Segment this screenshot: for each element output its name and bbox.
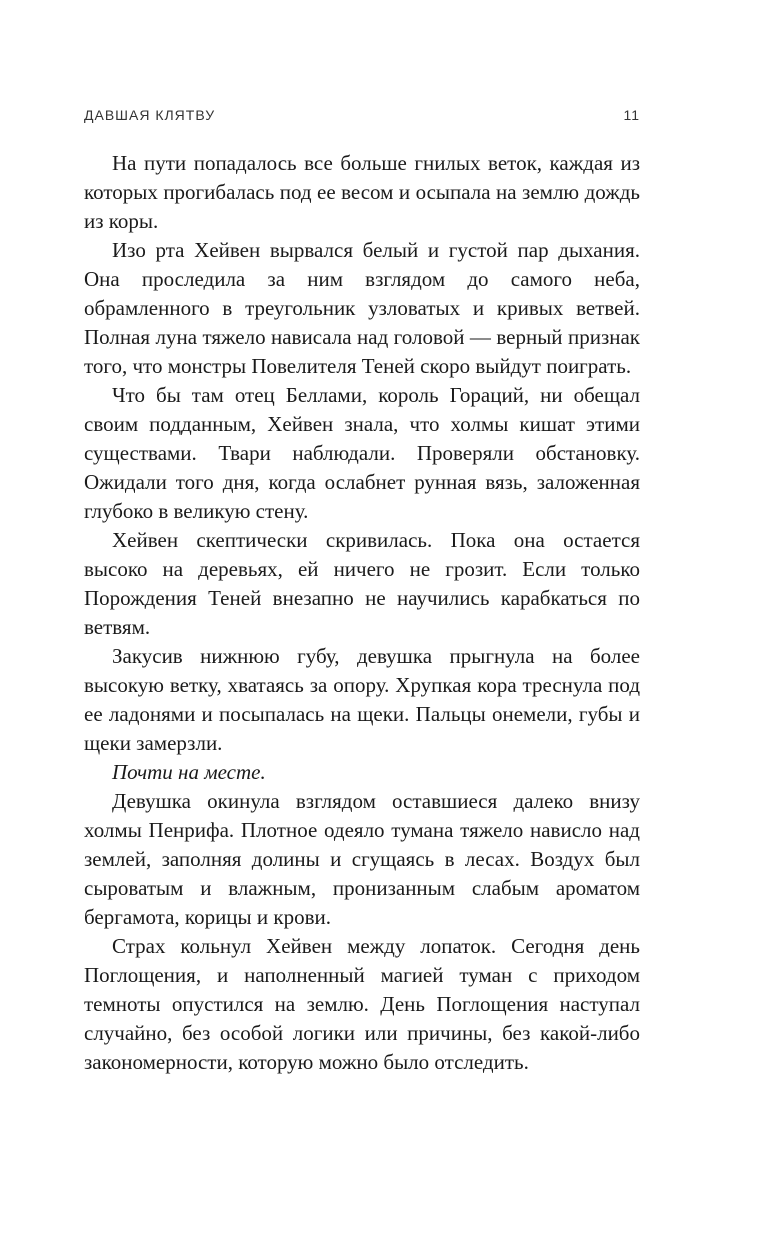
paragraph: Изо рта Хейвен вырвался белый и густой пар дыхания. Она проследила за ним взглядом до самого неба, обрамленного в треугольник узловатых и кривых ветвей. Полная луна тяжело нависала над головой — верный признак того, что монстры Повелителя Теней скоро выйдут поиграть. — [84, 238, 640, 378]
page-number: 11 — [623, 107, 640, 123]
paragraph: Девушка окинула взглядом оставшиеся далеко внизу холмы Пенрифа. Плотное одеяло тумана тяжело нависло над землей, заполняя долины и сгущаясь в лесах. Воздух был сыроватым и влажным, пронизанным слабым ароматом бергамота, корицы и крови. — [84, 789, 640, 929]
paragraph: Страх кольнул Хейвен между лопаток. Сегодня день Поглощения, и наполненный магией туман с приходом темноты опустился на землю. День Поглощения наступал случайно, без особой логики или причины, без какой-либо закономерности, которую можно было отследить. — [84, 934, 640, 1074]
italic-thought: Почти на месте. — [112, 760, 266, 784]
page-body — [84, 149, 640, 1077]
paragraph: Что бы там отец Беллами, король Гораций, ни обещал своим подданным, Хейвен знала, что холмы кишат этими существами. Твари наблюдали. Проверяли обстановку. Ожидали того дня, когда ослабнет рунная вязь, заложенная глубоко в великую стену. — [84, 383, 640, 523]
paragraph: Закусив нижнюю губу, девушка прыгнула на более высокую ветку, хватаясь за опору. Хрупкая кора треснула под ее ладонями и посыпалась на щеки. Пальцы онемели, губы и щеки замерзли. — [84, 644, 640, 755]
book-title: ДАВШАЯ КЛЯТВУ — [84, 107, 216, 123]
paragraph: Хейвен скептически скривилась. Пока она остается высоко на деревьях, ей ничего не грозит. Если только Порождения Теней внезапно не научились карабкаться по ветвям. — [84, 528, 640, 639]
running-header — [84, 104, 640, 126]
paragraph: На пути попадалось все больше гнилых веток, каждая из которых прогибалась под ее весом и осыпала на землю дождь из коры. — [84, 151, 640, 233]
